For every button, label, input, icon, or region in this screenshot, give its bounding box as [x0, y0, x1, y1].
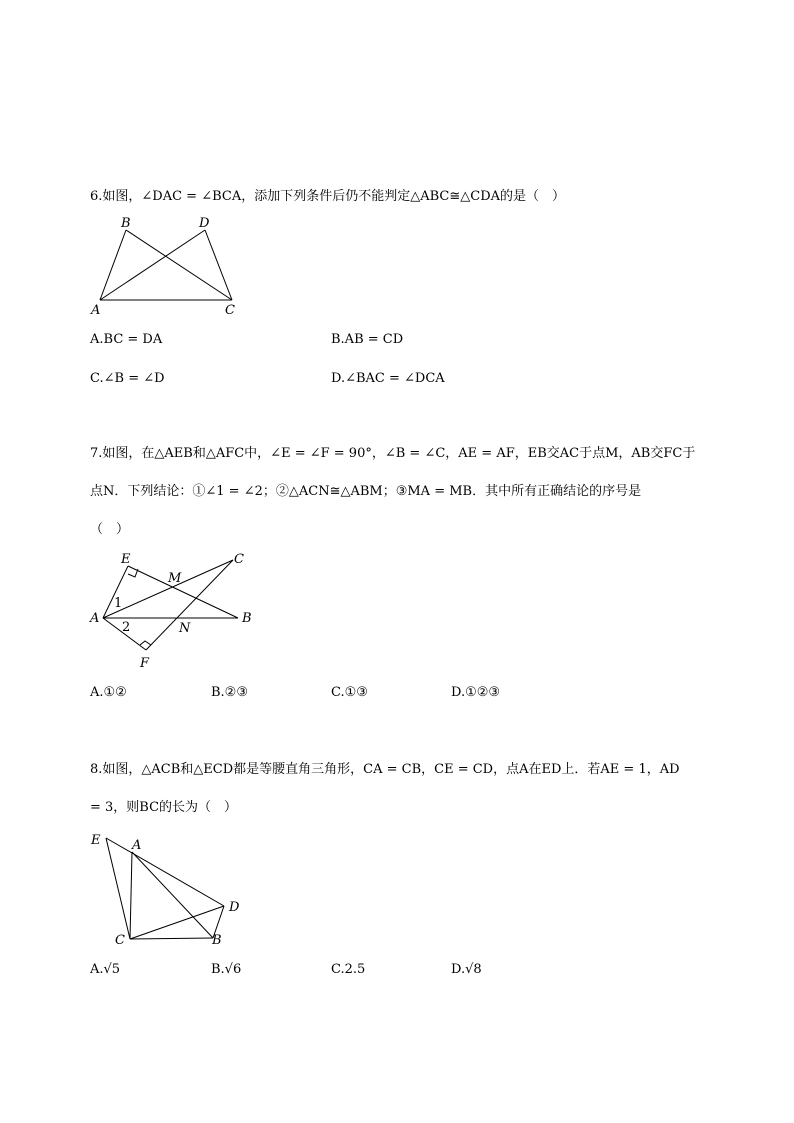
- question-6-figure: [88, 213, 248, 323]
- q6-option-c[interactable]: C.∠B = ∠D: [90, 371, 165, 386]
- question-7-stem-line2: 点N．下列结论：①∠1 = ∠2；②△ACN≅△ABM；③MA = MB．其中所有正确结论的序号是: [90, 484, 642, 499]
- label-E: E: [91, 833, 101, 848]
- label-F: F: [140, 656, 150, 671]
- label-D: D: [229, 900, 240, 915]
- label-A: A: [91, 303, 101, 318]
- q8-option-d[interactable]: D.√8: [451, 962, 482, 977]
- question-7-figure: [88, 548, 268, 678]
- q8-option-b[interactable]: B.√6: [211, 962, 242, 977]
- question-8-stem-line1: 8.如图，△ACB和△ECD都是等腰直角三角形，CA = CB，CE = CD，点A在ED上．若AE = 1，AD: [90, 762, 680, 777]
- question-8-stem-line2: = 3，则BC的长为（ ）: [90, 800, 238, 815]
- question-7-stem-line1: 7.如图，在△AEB和△AFC中，∠E = ∠F = 90°，∠B = ∠C，AE = AF，EB交AC于点M，AB交FC于: [90, 446, 696, 461]
- question-8-figure: [88, 828, 258, 953]
- q7-option-c[interactable]: C.①③: [331, 685, 368, 700]
- q6-option-d[interactable]: D.∠BAC = ∠DCA: [331, 371, 445, 386]
- q8-option-c[interactable]: C.2.5: [331, 962, 366, 977]
- question-6-stem: 6.如图，∠DAC = ∠BCA，添加下列条件后仍不能判定△ABC≅△CDA的是（ ）: [90, 189, 566, 204]
- question-7-stem-line3: （ ）: [90, 522, 130, 537]
- label-C: C: [225, 303, 235, 318]
- label-B: B: [242, 611, 252, 626]
- label-B: B: [121, 216, 131, 231]
- q7-option-d[interactable]: D.①②③: [451, 685, 501, 700]
- label-E: E: [121, 552, 131, 567]
- q6-option-a[interactable]: A.BC = DA: [90, 332, 163, 347]
- label-M: M: [168, 571, 182, 586]
- label-D: D: [199, 216, 210, 231]
- label-B: B: [212, 933, 222, 948]
- label-C: C: [234, 552, 244, 567]
- q6-option-b[interactable]: B.AB = CD: [331, 332, 404, 347]
- label-angle-2: 2: [122, 620, 131, 635]
- q7-option-b[interactable]: B.②③: [211, 685, 248, 700]
- q7-option-a[interactable]: A.①②: [90, 685, 127, 700]
- label-C: C: [115, 933, 125, 948]
- label-A: A: [90, 611, 100, 626]
- q8-option-a[interactable]: A.√5: [90, 962, 121, 977]
- label-angle-1: 1: [114, 596, 123, 611]
- label-A: A: [132, 838, 142, 853]
- label-N: N: [179, 621, 191, 636]
